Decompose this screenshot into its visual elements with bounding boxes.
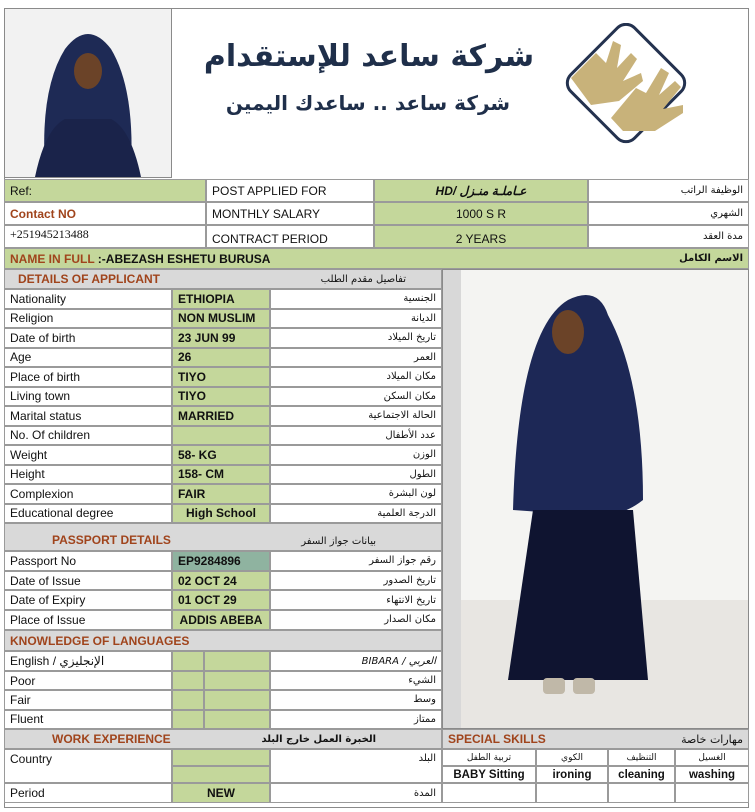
lang-cell <box>204 690 270 709</box>
passport-label-ar: تاريخ الانتهاء <box>270 590 442 610</box>
row-label-ar: الحالة الاجتماعية <box>270 406 442 426</box>
row-value: NON MUSLIM <box>172 309 270 329</box>
row-label: Weight <box>4 445 172 465</box>
row-label-ar: الدرجة العلمية <box>270 504 442 524</box>
contact-cell <box>4 202 206 225</box>
lang-cell <box>172 671 204 690</box>
passport-title: PASSPORT DETAILS <box>52 533 171 547</box>
skill-label: washing <box>675 766 749 783</box>
skill-check <box>536 783 608 803</box>
row-label: Religion <box>4 309 172 329</box>
language-level-ar: وسط <box>270 690 442 709</box>
language-level-ar: ممتاز <box>270 710 442 729</box>
lang-cell <box>204 710 270 729</box>
skill-label: cleaning <box>608 766 675 783</box>
row-label-ar: لون البشرة <box>270 484 442 504</box>
row-label-ar: الطول <box>270 465 442 485</box>
period-label: Period <box>4 783 172 803</box>
skills-header <box>442 729 749 749</box>
contract-ar: مدة العقد <box>588 225 749 248</box>
row-value: ETHIOPIA <box>172 289 270 309</box>
ref-cell <box>4 179 206 202</box>
work-header <box>4 729 442 749</box>
skill-label-ar: الغسيل <box>675 749 749 766</box>
row-value: TIYO <box>172 367 270 387</box>
passport-label: Date of Expiry <box>4 590 172 610</box>
skill-label-ar: الكوي <box>536 749 608 766</box>
row-label-ar: مكان السكن <box>270 387 442 407</box>
row-value: 26 <box>172 348 270 368</box>
company-logo <box>551 23 701 163</box>
salary-ar: الشهري <box>588 202 749 225</box>
skill-label: ironing <box>536 766 608 783</box>
row-label-ar: مكان الميلاد <box>270 367 442 387</box>
row-label: Date of birth <box>4 328 172 348</box>
row-label: No. Of children <box>4 426 172 446</box>
name-full <box>10 252 270 266</box>
post-value: HD/ عـاملـة منـزل <box>374 179 588 202</box>
work-title: WORK EXPERIENCE <box>52 732 171 746</box>
row-label-ar: العمر <box>270 348 442 368</box>
row-label: Educational degree <box>4 504 172 524</box>
skill-check <box>675 783 749 803</box>
applicant-title: DETAILS OF APPLICANT <box>18 272 160 286</box>
name-ar: الاسم الكامل <box>679 253 743 264</box>
post-label: POST APPLIED FOR <box>206 179 374 202</box>
lang-cell <box>172 651 204 671</box>
row-label: Complexion <box>4 484 172 504</box>
row-label: Marital status <box>4 406 172 426</box>
country-value <box>172 749 270 766</box>
full-body-photo <box>442 269 749 729</box>
country-value-2 <box>172 766 270 783</box>
passport-header <box>4 523 442 551</box>
passport-value: ADDIS ABEBA <box>172 610 270 630</box>
salary-label: MONTHLY SALARY <box>206 202 374 225</box>
lang-cell <box>204 671 270 690</box>
applicant-title-ar: تفاصيل مقدم الطلب <box>320 273 406 285</box>
row-value: 23 JUN 99 <box>172 328 270 348</box>
language-level: Poor <box>4 671 172 690</box>
row-label-ar: الوزن <box>270 445 442 465</box>
contact-label: Contact NO <box>10 206 76 221</box>
portrait-photo <box>4 8 172 178</box>
passport-label: Date of Issue <box>4 571 172 591</box>
period-ar: المدة <box>270 783 442 803</box>
country-label: Country <box>4 749 172 783</box>
work-title-ar: الخبرة العمل خارج البلد <box>261 733 376 745</box>
skill-check <box>608 783 675 803</box>
row-label-ar: تاريخ الميلاد <box>270 328 442 348</box>
row-label: Height <box>4 465 172 485</box>
salary-value: 1000 S R <box>374 202 588 225</box>
row-label: Place of birth <box>4 367 172 387</box>
row-label-ar: الديانة <box>270 309 442 329</box>
skills-title-ar: مهارات خاصة <box>681 732 743 746</box>
arabic-label: العربي / BIBARA <box>270 651 442 671</box>
row-value: MARRIED <box>172 406 270 426</box>
skill-check <box>442 783 536 803</box>
row-value: 58- KG <box>172 445 270 465</box>
lang-cell <box>172 690 204 709</box>
company-banner <box>173 9 748 177</box>
english-label: English / الإنجليزي <box>4 651 172 671</box>
row-label: Living town <box>4 387 172 407</box>
row-label-ar: عدد الأطفال <box>270 426 442 446</box>
row-value <box>172 426 270 446</box>
skill-label: BABY Sitting <box>442 766 536 783</box>
name-value: :-ABEZASH ESHETU BURUSA <box>97 251 271 266</box>
passport-value: EP9284896 <box>172 551 270 571</box>
lang-cell <box>172 710 204 729</box>
passport-value: 01 OCT 29 <box>172 590 270 610</box>
contract-value: 2 YEARS <box>374 225 588 248</box>
passport-label: Place of Issue <box>4 610 172 630</box>
languages-title: KNOWLEDGE OF LANGUAGES <box>10 633 190 648</box>
company-name: شركة ساعد للإستقدام <box>203 39 535 74</box>
applicant-header <box>4 269 442 289</box>
name-row <box>4 248 749 269</box>
post-ar: الوظيفة الراتب <box>588 179 749 202</box>
phone-number: +251945213488 <box>4 225 206 248</box>
skill-label-ar: التنظيف <box>608 749 675 766</box>
contract-label: CONTRACT PERIOD <box>206 225 374 248</box>
language-level-ar: الشيء <box>270 671 442 690</box>
skills-title: SPECIAL SKILLS <box>448 732 546 746</box>
period-value: NEW <box>172 783 270 803</box>
row-value: TIYO <box>172 387 270 407</box>
row-label: Nationality <box>4 289 172 309</box>
passport-title-ar: بيانات جواز السفر <box>301 536 376 547</box>
passport-label: Passport No <box>4 551 172 571</box>
company-slogan: شركة ساعد .. ساعدك اليمين <box>225 91 511 115</box>
name-label: NAME IN FULL <box>10 251 95 266</box>
row-value: FAIR <box>172 484 270 504</box>
language-level: Fair <box>4 690 172 709</box>
row-value: 158- CM <box>172 465 270 485</box>
passport-label-ar: رقم جواز السفر <box>270 551 442 571</box>
passport-label-ar: مكان الصدار <box>270 610 442 630</box>
language-level: Fluent <box>4 710 172 729</box>
row-label-ar: الجنسية <box>270 289 442 309</box>
passport-value: 02 OCT 24 <box>172 571 270 591</box>
languages-header <box>4 630 442 651</box>
skill-label-ar: تربية الطفل <box>442 749 536 766</box>
country-ar: البلد <box>270 749 442 783</box>
row-label: Age <box>4 348 172 368</box>
row-value: High School <box>172 504 270 524</box>
passport-label-ar: تاريخ الصدور <box>270 571 442 591</box>
ref-label: Ref: <box>10 183 33 198</box>
lang-cell <box>204 651 270 671</box>
